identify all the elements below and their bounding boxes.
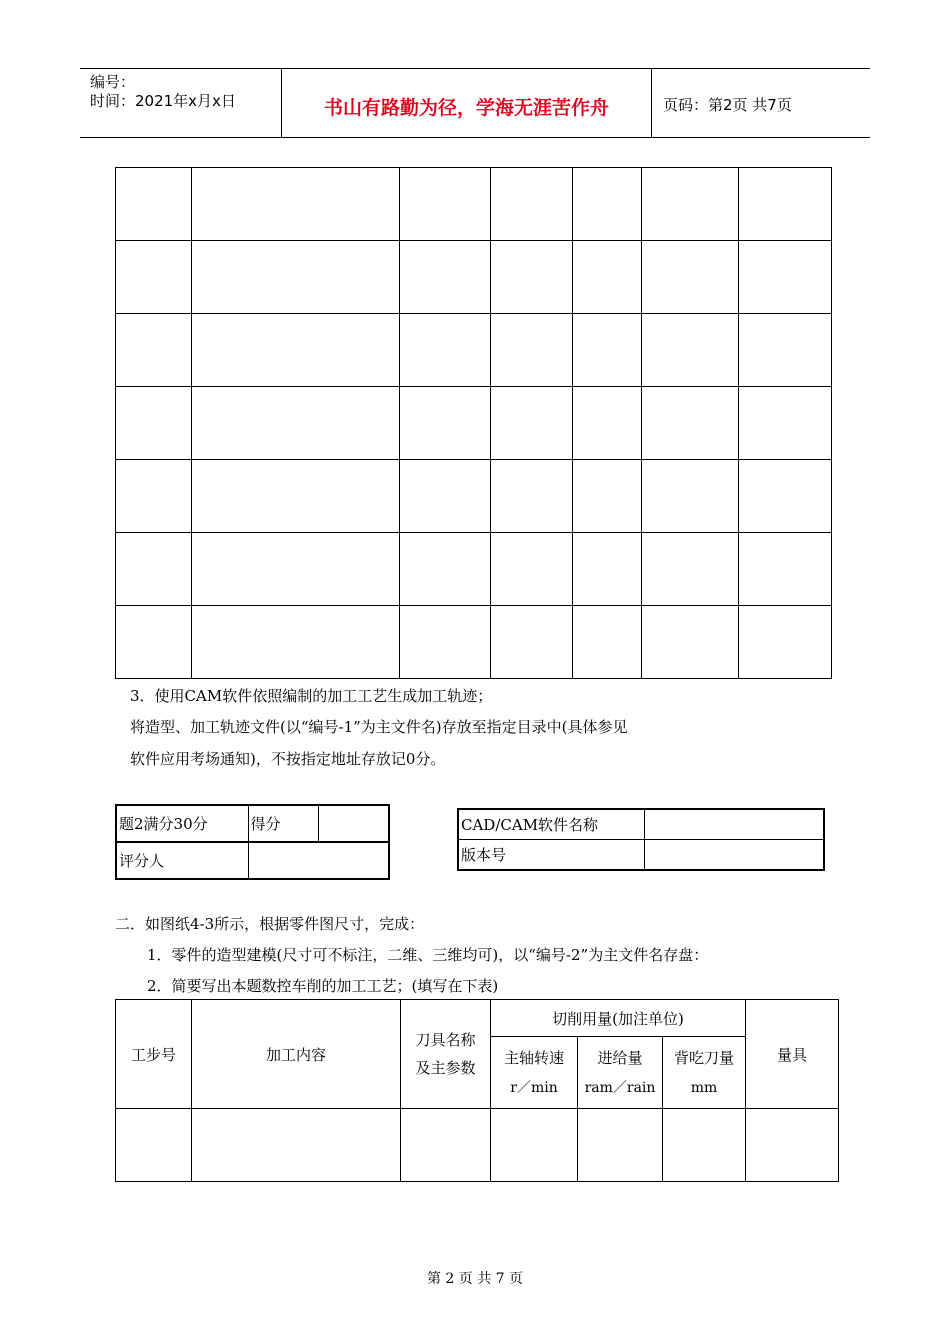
grader-label: 评分人 [116, 842, 248, 879]
table-row [116, 460, 832, 533]
item3-line1: 3．使用CAM软件依照编制的加工工艺生成加工轨迹； [130, 687, 493, 705]
header-tool-line1: 刀具名称 [415, 1031, 476, 1049]
page-info: 页码：第2页 共7页 [663, 95, 792, 114]
header-speed-unit: r／min [510, 1079, 558, 1096]
header-depth-label: 背吃刀量 [674, 1048, 735, 1067]
software-name-cell[interactable] [644, 809, 824, 840]
table-row [116, 1109, 839, 1182]
score-table [115, 804, 390, 880]
table-row [116, 241, 832, 314]
header-tool [401, 1000, 491, 1109]
table-row [116, 533, 832, 606]
process-table [115, 999, 839, 1182]
header-feed-label: 进给量 [597, 1048, 643, 1067]
header-content: 加工内容 [192, 1000, 401, 1109]
number-label: 编号： [90, 73, 136, 91]
version-label: 版本号 [458, 840, 644, 871]
motto: 书山有路勤为径，学海无涯苦作舟 [282, 69, 652, 137]
score-value-cell[interactable] [318, 805, 389, 842]
header-feed [578, 1037, 663, 1109]
item3-line2: 将造型、加工轨迹文件(以“编号-1”为主文件名)存放至指定目录中(具体参见 [130, 718, 628, 736]
header-meta [80, 69, 282, 137]
table-row [116, 805, 389, 842]
page-footer: 第 2 页 共 7 页 [426, 1271, 524, 1287]
table-row [116, 842, 389, 879]
time-label: 时间：2021年x月x日 [90, 92, 236, 110]
header-tool-line2: 及主参数 [415, 1059, 476, 1077]
header-step: 工步号 [116, 1000, 192, 1109]
item3-line3: 软件应用考场通知)，不按指定地址存放记0分。 [130, 750, 446, 768]
software-name-label: CAD/CAM软件名称 [458, 809, 644, 840]
header-cutting: 切削用量(加注单位) [491, 1000, 746, 1037]
header-depth-unit: mm [690, 1079, 718, 1096]
version-cell[interactable] [644, 840, 824, 871]
header-speed-label: 主轴转速 [503, 1048, 564, 1067]
blank-process-grid [115, 167, 832, 679]
full-score-label: 题2满分30分 [116, 805, 248, 842]
table-header-row [116, 1000, 839, 1037]
table-row [116, 606, 832, 679]
table-row [116, 387, 832, 460]
score-label: 得分 [248, 805, 318, 842]
header-feed-unit: ram／rain [584, 1079, 656, 1096]
header-speed [491, 1037, 578, 1109]
section2-item1: 1．零件的造型建模(尺寸可不标注，二维、三维均可)，以“编号-2”为主文件名存盘： [147, 946, 709, 964]
table-row [458, 840, 824, 871]
header-gauge: 量具 [746, 1000, 839, 1109]
table-row [116, 168, 832, 241]
table-row [458, 809, 824, 840]
page-header [80, 68, 870, 138]
header-depth [663, 1037, 746, 1109]
section2-title: 二．如图纸4-3所示，根据零件图尺寸，完成： [115, 915, 425, 933]
table-row [116, 314, 832, 387]
section2-item2: 2．简要写出本题数控车削的加工工艺；(填写在下表) [147, 977, 499, 995]
grader-value-cell[interactable] [248, 842, 389, 879]
software-table [457, 808, 825, 871]
